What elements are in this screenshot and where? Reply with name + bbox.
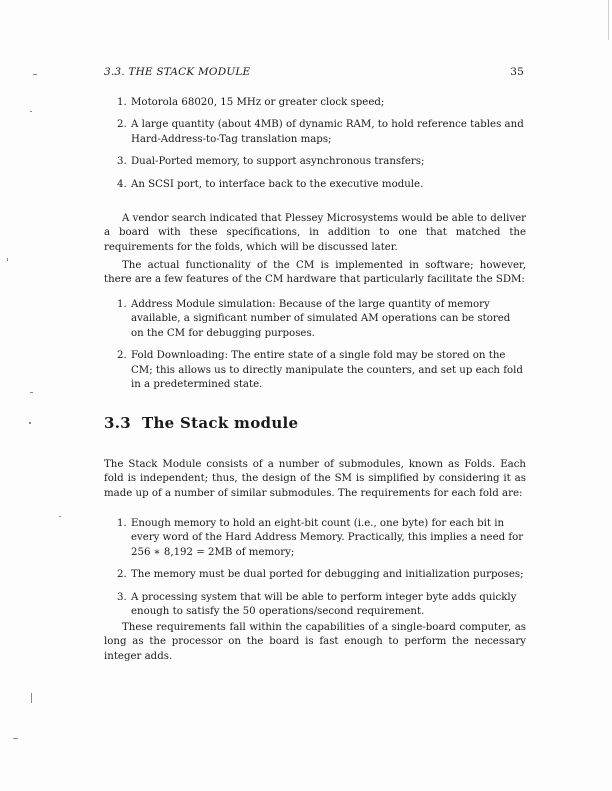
section-number: 3.3 <box>104 414 131 432</box>
list-item-text: A large quantity (about 4MB) of dynamic RAM, to hold reference tables and Hard-Address-to-Tag translation maps; <box>131 119 524 145</box>
paragraph: The actual functionality of the CM is implemented in software; however, there are a few features of the CM hardware that particularly facilitate the SDM: <box>104 260 526 286</box>
scan-edge-line <box>608 0 609 40</box>
scan-speck <box>33 74 37 75</box>
list-item <box>117 568 526 582</box>
page-number: 35 <box>510 66 524 78</box>
scan-speck <box>59 516 61 517</box>
list-item-number: 3. <box>117 156 127 168</box>
fold-requirements-list <box>117 517 526 619</box>
section-heading <box>104 414 298 432</box>
list-item-text: An SCSI port, to interface back to the executive module. <box>131 178 424 190</box>
list-item <box>117 155 526 169</box>
list-item-number: 1. <box>117 97 127 108</box>
list-item <box>117 349 526 392</box>
list-item <box>117 517 526 560</box>
paragraph: The Stack Module consists of a number of submodules, known as Folds. Each fold is independent; thus, the design of the SM is simplified by considering it as made up of a number of similar submodules. The requirements for each fold are: <box>104 459 526 499</box>
section-title: The Stack module <box>142 414 299 432</box>
cm-features-list <box>117 298 526 392</box>
list-item-number: 3. <box>117 591 127 603</box>
list-item-number: 2. <box>117 569 127 581</box>
list-item-text: Address Module simulation: Because of the large quantity of memory available, a significant number of simulated AM operations can be stored on the CM for debugging purposes. <box>131 299 511 339</box>
list-item-text: The memory must be dual ported for debugging and initialization purposes; <box>131 569 524 581</box>
running-header <box>104 66 524 78</box>
list-item <box>117 178 526 192</box>
scan-speck <box>29 422 31 424</box>
list-item <box>117 118 526 147</box>
list-item-text: Enough memory to hold an eight-bit count (i.e., one byte) for each bit in every word of the Hard Address Memory. Practically, this implies a need for 256 ∗ 8,192 = 2MB of memory; <box>131 518 524 558</box>
list-item-number: 1. <box>117 299 127 310</box>
scan-speck <box>30 111 32 112</box>
list-item-text: A processing system that will be able to perform integer byte adds quickly enough to satisfy the 50 operations/second requirement. <box>131 591 517 618</box>
scan-speck <box>7 258 8 261</box>
list-item-text: Dual-Ported memory, to support asynchronous transfers; <box>131 156 425 168</box>
paragraph: These requirements fall within the capabilities of a single-board computer, as long as the processor on the board is fast enough to perform the necessary integer adds. <box>104 622 526 662</box>
list-item-number: 4. <box>117 178 127 190</box>
scan-speck <box>31 693 32 703</box>
list-item-number: 2. <box>117 350 127 362</box>
list-item-text: Motorola 68020, 15 MHz or greater clock speed; <box>131 97 385 108</box>
list-item <box>117 298 526 341</box>
scan-speck <box>30 392 33 393</box>
requirements-list-cm <box>117 96 526 192</box>
list-item <box>117 96 526 110</box>
list-item-number: 2. <box>117 119 127 131</box>
scan-speck <box>13 738 18 739</box>
list-item <box>117 591 526 620</box>
header-section-title: 3.3. THE STACK MODULE <box>104 66 251 78</box>
paragraph: A vendor search indicated that Plessey Microsystems would be able to deliver a board with these specifications, in addition to one that matched the requirements for the folds, which will be discussed later. <box>104 213 526 253</box>
list-item-number: 1. <box>117 518 127 529</box>
list-item-text: Fold Downloading: The entire state of a single fold may be stored on the CM; this allows us to directly manipulate the counters, and set up each fold in a predetermined state. <box>131 350 523 391</box>
